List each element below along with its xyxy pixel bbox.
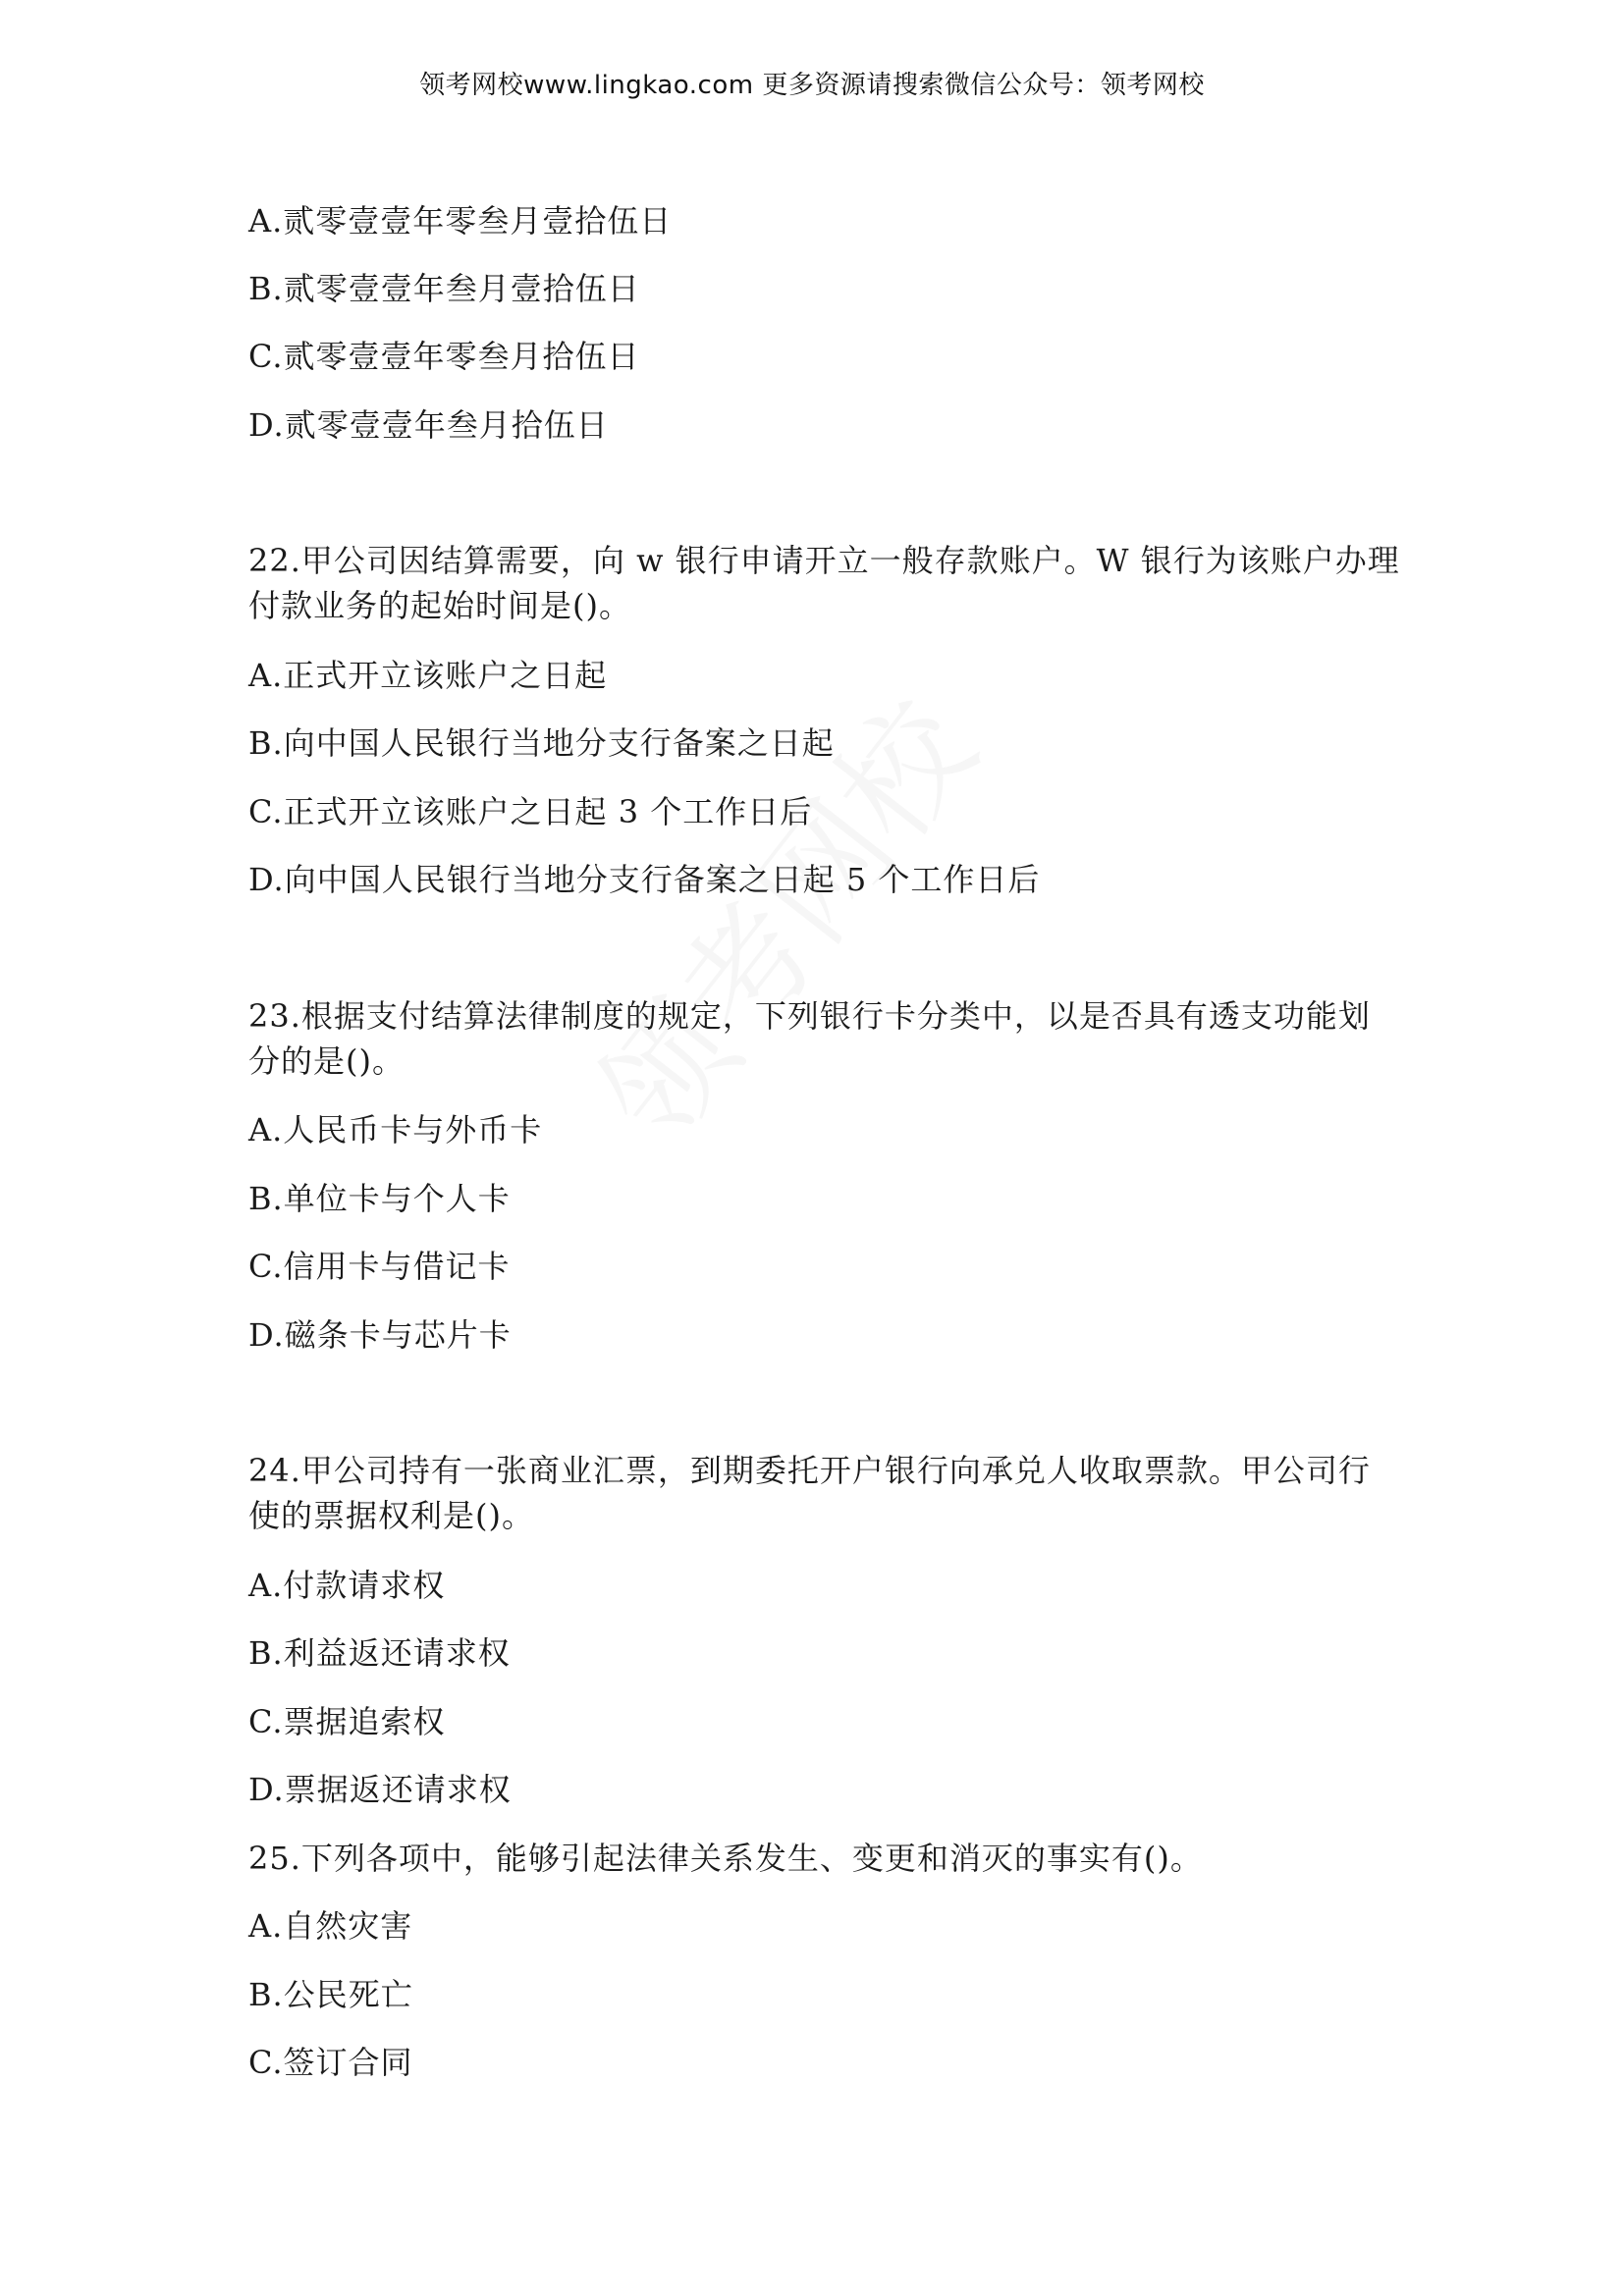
page-header: 领考网校www.lingkao.com 更多资源请搜索微信公众号：领考网校 (419, 71, 1205, 100)
q25-option-a: A.自然灾害 (248, 1907, 413, 1945)
q23-stem-line1: 23.根据支付结算法律制度的规定，下列银行卡分类中，以是否具有透支功能划 (248, 997, 1371, 1035)
q22-option-c: C.正式开立该账户之日起 3 个工作日后 (248, 793, 813, 830)
q21-option-c: C.贰零壹壹年零叁月拾伍日 (248, 338, 640, 375)
q21-option-b: B.贰零壹壹年叁月壹拾伍日 (248, 270, 640, 307)
q24-stem-line1: 24.甲公司持有一张商业汇票，到期委托开户银行向承兑人收取票款。甲公司行 (248, 1452, 1371, 1489)
q24-stem-line2: 使的票据权利是()。 (248, 1497, 534, 1534)
q25-option-b: B.公民死亡 (248, 1976, 413, 2013)
q24-option-d: D.票据返还请求权 (248, 1771, 512, 1808)
q23-option-a: A.人民币卡与外币卡 (248, 1111, 543, 1148)
q25-stem-line1: 25.下列各项中，能够引起法律关系发生、变更和消灭的事实有()。 (248, 1840, 1203, 1877)
q24-option-a: A.付款请求权 (248, 1567, 446, 1604)
q23-stem-line2: 分的是()。 (248, 1042, 405, 1080)
q21-option-d: D.贰零壹壹年叁月拾伍日 (248, 406, 609, 444)
q24-option-c: C.票据追索权 (248, 1703, 446, 1740)
q23-option-d: D.磁条卡与芯片卡 (248, 1316, 512, 1354)
q22-option-d: D.向中国人民银行当地分支行备案之日起 5 个工作日后 (248, 861, 1041, 898)
q22-stem-line1: 22.甲公司因结算需要，向 w 银行申请开立一般存款账户。W 银行为该账户办理 (248, 542, 1400, 579)
q22-option-b: B.向中国人民银行当地分支行备案之日起 (248, 724, 835, 762)
q23-option-b: B.单位卡与个人卡 (248, 1180, 511, 1217)
q23-option-c: C.信用卡与借记卡 (248, 1248, 511, 1285)
q25-option-c: C.签订合同 (248, 2044, 413, 2081)
q24-option-b: B.利益返还请求权 (248, 1634, 511, 1672)
q22-option-a: A.正式开立该账户之日起 (248, 657, 608, 694)
q21-option-a: A.贰零壹壹年零叁月壹拾伍日 (248, 202, 673, 240)
q22-stem-line2: 付款业务的起始时间是()。 (248, 587, 631, 624)
